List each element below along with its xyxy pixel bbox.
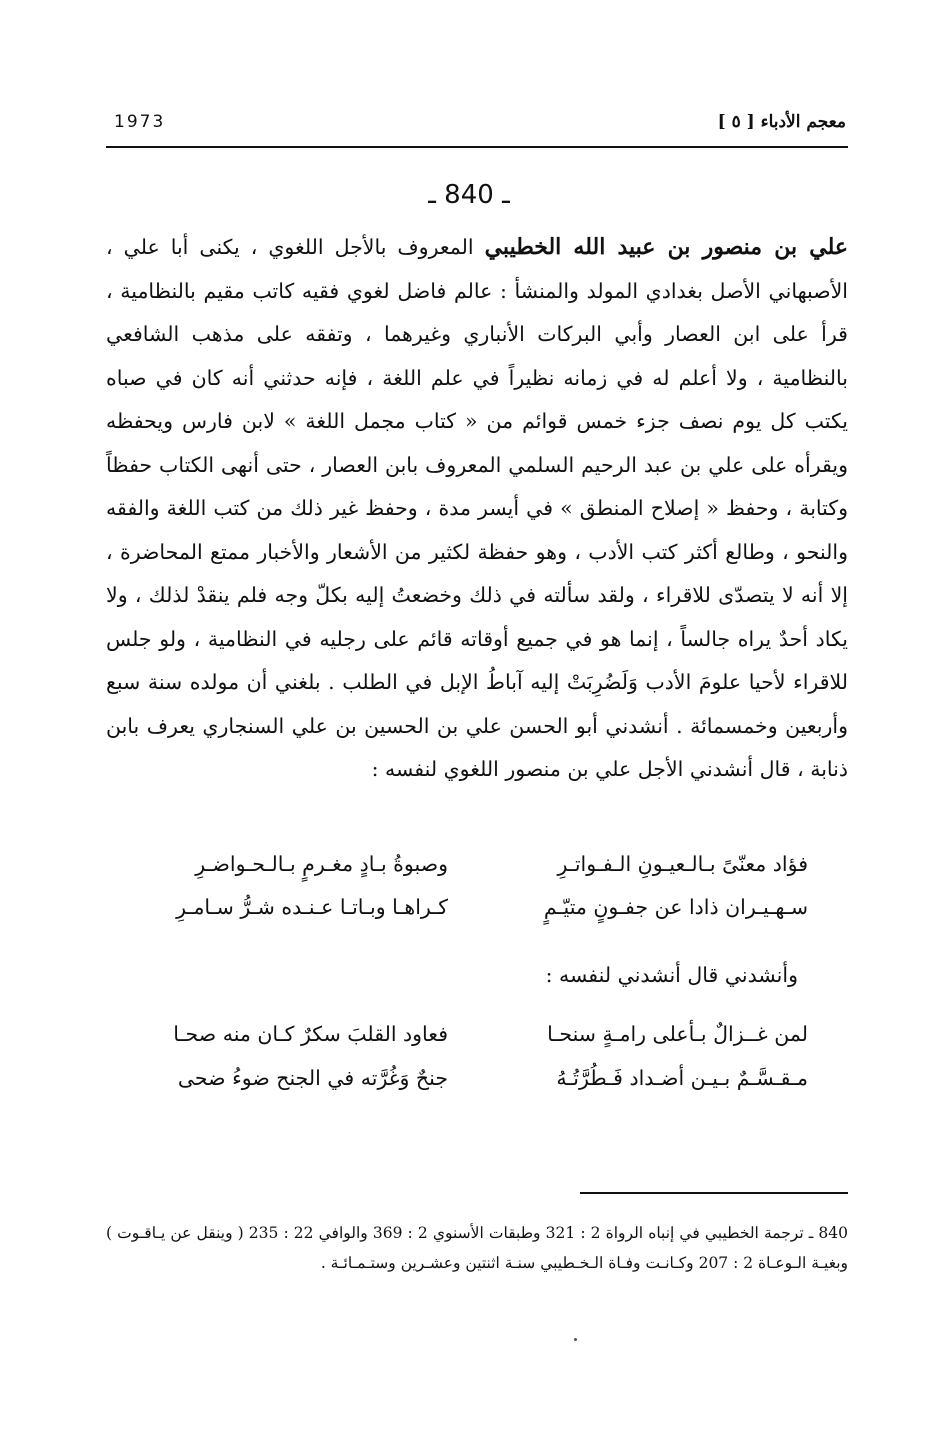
page-number: 1973 (114, 112, 166, 132)
footnote: 840 ـ ترجمة الخطيبي في إنباه الرواة 2 : 321 وطبقات الأسنوي 2 : 369 والوافي 22 : 235 ( وينقل عن يـاقـوت ) وبغيـة الـوعـاة 2 : 207 وكـانـت وفـاة الـخـطيبي سنـة اثنتين وعشـرين وستـمـائـة . (106, 1224, 848, 1272)
verse-first-hemistich: فؤاد معنّىً بـالـعيـونِ الـفـواتـرِ (557, 852, 808, 876)
running-head (106, 112, 846, 146)
verse-first-hemistich: لمن غــزالٌ بـأعلى رامـةٍ سنحـا (547, 1022, 808, 1046)
book-title: معجم الأدباء [ ٥ ] (717, 112, 846, 132)
verse-second-hemistich: كـراهـا وبـاتـا عـنـده شـرُّ سـامـرِ (176, 895, 448, 919)
biography-text: المعروف بالأجل اللغوي ، يكنى أبا علي ، الأصبهاني الأصل بغدادي المولد والمنشأ : عالم فاضل لغوي فقيه كاتب مقيم بالنظامية ، قرأ على ابن العصار وأبي البركات الأنباري وغيرهما ، وتفقه على مذهب الشافعي بالنظامية ، ولا أعلم له في زمانه نظيراً في علم اللغة ، فإنه حدثني أنه كان في صباه يكتب كل يوم نصف جزء خمس قوائم من « كتاب مجمل اللغة » لابن فارس ويحفظه ويقرأه على علي بن عبد الرحيم السلمي المعروف بابن العصار ، حتى أنهى الكتاب حفظاً وكتابة ، وحفظ « إصلاح المنطق » في أيسر مدة ، وحفظ غير ذلك من كتب اللغة والفقه والنحو ، وطالع أكثر كتب الأدب ، وهو حفظة لكثير من الأشعار والأخبار ممتع المحاضرة ، إلا أنه لا يتصدّى للاقراء ، ولقد سألته في ذلك وخضعتُ إليه بكلّ وجه فلم ينقدْ لذلك ، ولا يكاد أحدٌ يراه جالساً ، إنما هو في جميع أوقاته قائم على رجليه في النظامية ، ولو جلس للاقراء لأحيا علومَ الأدب وَلَضُرِبَتْ إليه آباطُ الإبل في الطلب . بلغني أن مولده سنة سبع وأربعين وخمسمائة . أنشدني أبو الحسن علي بن الحسين بن علي السنجاري يعرف بابن ذنابة ، قال أنشدني الأجل علي بن منصور اللغوي لنفسه : (106, 235, 848, 781)
subject-name: علي بن منصور بن عبيد الله الخطيبي (484, 234, 848, 260)
biography-paragraph (106, 226, 848, 792)
scan-speck (574, 1338, 577, 1341)
verse-first-hemistich: سـهـيـران ذادا عن جفـونٍ متيّـمٍ (543, 895, 808, 919)
header-rule (106, 146, 848, 148)
poem-2-verse-1 (106, 1022, 848, 1062)
verse-second-hemistich: جنحٌ وَغُرَّته في الجنح ضوءُ ضحى (177, 1066, 448, 1090)
verse-second-hemistich: فعاود القلبَ سكرٌ كـان منه صحـا (173, 1022, 448, 1046)
entry-number: ـ 840 ـ (428, 180, 510, 210)
poem-1-verse-1 (106, 852, 848, 892)
verse-first-hemistich: مـقـسَّـمٌ بـيـن أضـداد فَـطُرَّتُـهُ (556, 1066, 808, 1090)
verse-second-hemistich: وصبوةُ بـادٍ مغـرمٍ بـالـحـواضـرِ (195, 852, 448, 876)
poem-2-verse-2 (106, 1066, 848, 1106)
verse-intro: وأنشدني قال أنشدني لنفسه : (545, 963, 798, 987)
footnote-rule (580, 1192, 848, 1194)
poem-1-verse-2 (106, 895, 848, 935)
